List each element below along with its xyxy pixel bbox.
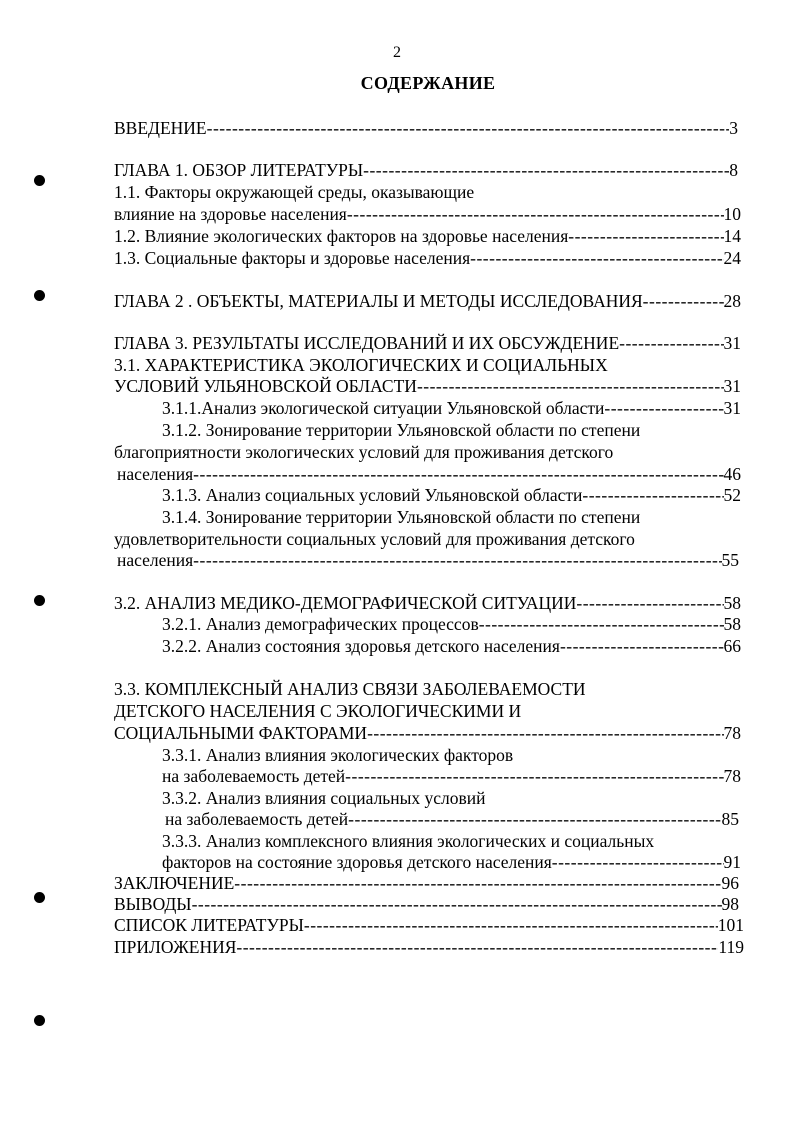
toc-page-number: 96 (721, 873, 739, 893)
toc-page-number: 3 (729, 118, 738, 138)
toc-entry-text: 3.3.3. Анализ комплексного влияния экологических и социальных (162, 831, 655, 851)
toc-entry-text: 3.1.4. Зонирование территории Ульяновской области по степени (162, 507, 641, 527)
toc-page-number: 55 (721, 550, 739, 570)
toc-page-number: 58 (723, 614, 741, 634)
toc-entry-1-2 (114, 226, 741, 246)
toc-entry-3-2-2 (162, 636, 741, 656)
toc-entry-appendix (114, 937, 744, 957)
toc-entry-1-1 (114, 204, 741, 224)
toc-page-number: 46 (723, 464, 741, 484)
toc-page-number: 31 (723, 333, 741, 353)
page-title: СОДЕРЖАНИЕ (360, 73, 496, 93)
toc-entry-text: ВЫВОДЫ (114, 894, 192, 914)
toc-entry-text: ГЛАВА 3. РЕЗУЛЬТАТЫ ИССЛЕДОВАНИЙ И ИХ ОБСУЖДЕНИЕ (114, 333, 620, 353)
toc-entry-1-3 (114, 248, 741, 268)
toc-entry-text: на заболеваемость детей (162, 766, 346, 786)
toc-entry-text: СОЦИАЛЬНЫМИ ФАКТОРАМИ (114, 723, 368, 743)
binder-hole-mark (34, 595, 45, 606)
toc-entry-3-1 (114, 376, 741, 396)
toc-entry-text: 3.2.2. Анализ состояния здоровья детского населения (162, 636, 560, 656)
toc-page-number: 31 (723, 376, 741, 396)
toc-entry-text: 1.1. Факторы окружающей среды, оказывающие (114, 182, 475, 202)
toc-page-number: 85 (721, 809, 739, 829)
toc-page-number: 58 (723, 593, 741, 613)
toc-entry-3-2 (114, 593, 741, 613)
toc-entry-chapter-1 (114, 160, 738, 180)
toc-entry-text: 3.3.2. Анализ влияния социальных условий (162, 788, 486, 808)
toc-entry-text: благоприятности экологических условий для проживания детского (114, 442, 614, 462)
toc-page-number: 119 (718, 937, 744, 957)
binder-hole-mark (34, 1015, 45, 1026)
toc-entry-text: ГЛАВА 2 . ОБЪЕКТЫ, МАТЕРИАЛЫ И МЕТОДЫ ИССЛЕДОВАНИЯ (114, 291, 643, 311)
toc-page-number: 66 (723, 636, 741, 656)
toc-entry-conclusion (114, 873, 739, 893)
toc-entry-text: 3.1.3. Анализ социальных условий Ульяновской области (162, 485, 583, 505)
toc-page-number: 101 (717, 915, 744, 935)
toc-entry-text: ГЛАВА 1. ОБЗОР ЛИТЕРАТУРЫ (114, 160, 364, 180)
binder-hole-mark (34, 175, 45, 186)
toc-entry-text: УСЛОВИЙ УЛЬЯНОВСКОЙ ОБЛАСТИ (114, 376, 417, 396)
toc-entry-text: 3.2. АНАЛИЗ МЕДИКО-ДЕМОГРАФИЧЕСКОЙ СИТУАЦИИ (114, 593, 577, 613)
toc-entry-3-1-2 (117, 464, 741, 484)
toc-entry-3-1-3 (162, 485, 741, 505)
toc-entry-references (114, 915, 744, 935)
toc-page-number: 78 (723, 766, 741, 786)
toc-entry-text: 3.2.1. Анализ демографических процессов (162, 614, 479, 634)
toc-entry-3-3-2 (165, 809, 739, 829)
toc-entry-intro (114, 118, 738, 138)
toc-page-number: 91 (723, 852, 741, 872)
toc-entry-chapter-2 (114, 291, 741, 311)
toc-page-number: 10 (723, 204, 741, 224)
toc-page-number: 52 (723, 485, 741, 505)
toc-entry-text: факторов на состояние здоровья детского населения (162, 852, 552, 872)
toc-entry-text: 1.3. Социальные факторы и здоровье населения (114, 248, 471, 268)
toc-entry-text: ДЕТСКОГО НАСЕЛЕНИЯ С ЭКОЛОГИЧЕСКИМИ И (114, 701, 522, 721)
toc-entry-text: населения (117, 464, 194, 484)
toc-entry-text: 3.3. КОМПЛЕКСНЫЙ АНАЛИЗ СВЯЗИ ЗАБОЛЕВАЕМОСТИ (114, 679, 586, 699)
toc-entry-text: влияние на здоровье населения (114, 204, 347, 224)
binder-hole-mark (34, 290, 45, 301)
toc-page-number: 8 (729, 160, 738, 180)
toc-entry-text: ЗАКЛЮЧЕНИЕ (114, 873, 235, 893)
toc-page-number: 24 (723, 248, 741, 268)
toc-entry-chapter-3 (114, 333, 741, 353)
toc-entry-findings (114, 894, 739, 914)
toc-entry-3-1-1 (162, 398, 741, 418)
toc-page-number: 28 (723, 291, 741, 311)
toc-entry-3-3-3 (162, 852, 741, 872)
toc-entry-text: на заболеваемость детей (165, 809, 349, 829)
toc-entry-text: 3.1.1.Анализ экологической ситуации Ульяновской области (162, 398, 605, 418)
toc-entry-3-1-4 (117, 550, 739, 570)
toc-entry-3-3-1 (162, 766, 741, 786)
page-number: 2 (393, 44, 401, 61)
toc-entry-text: 3.3.1. Анализ влияния экологических факторов (162, 745, 514, 765)
toc-page-number: 78 (723, 723, 741, 743)
toc-entry-text: удовлетворительности социальных условий для проживания детского (114, 529, 635, 549)
toc-entry-text: населения (117, 550, 194, 570)
toc-entry-3-3 (114, 723, 741, 743)
toc-entry-3-2-1 (162, 614, 741, 634)
toc-entry-text: СПИСОК ЛИТЕРАТУРЫ (114, 915, 304, 935)
toc-entry-text: 3.1. ХАРАКТЕРИСТИКА ЭКОЛОГИЧЕСКИХ И СОЦИАЛЬНЫХ (114, 355, 608, 375)
toc-page-number: 98 (721, 894, 739, 914)
toc-page-number: 31 (723, 398, 741, 418)
toc-page-number: 14 (723, 226, 741, 246)
toc-entry-text: 1.2. Влияние экологических факторов на здоровье населения (114, 226, 569, 246)
toc-entry-text: ВВЕДЕНИЕ (114, 118, 207, 138)
toc-entry-text: ПРИЛОЖЕНИЯ (114, 937, 237, 957)
binder-hole-mark (34, 892, 45, 903)
toc-entry-text: 3.1.2. Зонирование территории Ульяновской области по степени (162, 420, 641, 440)
